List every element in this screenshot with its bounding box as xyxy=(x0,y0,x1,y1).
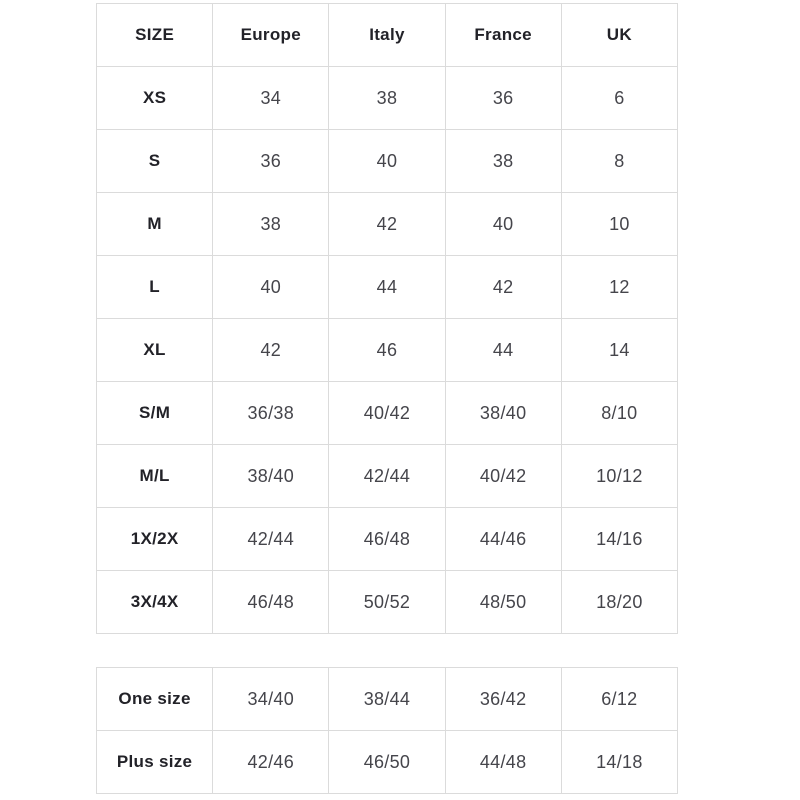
value-cell: 42/46 xyxy=(213,731,329,794)
size-label-cell: XS xyxy=(97,67,213,130)
column-header-uk: UK xyxy=(561,4,677,67)
size-table-header xyxy=(97,4,678,67)
value-cell: 40 xyxy=(445,193,561,256)
table-row xyxy=(97,731,678,794)
value-cell: 38 xyxy=(213,193,329,256)
value-cell: 40/42 xyxy=(329,382,445,445)
table-row xyxy=(97,256,678,319)
table-row xyxy=(97,382,678,445)
size-label-cell: Plus size xyxy=(97,731,213,794)
value-cell: 18/20 xyxy=(561,571,677,634)
table-row xyxy=(97,445,678,508)
header-row xyxy=(97,4,678,67)
size-label-cell: L xyxy=(97,256,213,319)
table-row xyxy=(97,130,678,193)
value-cell: 14 xyxy=(561,319,677,382)
size-label-cell: XL xyxy=(97,319,213,382)
value-cell: 8 xyxy=(561,130,677,193)
size-table-body xyxy=(97,67,678,634)
value-cell: 34 xyxy=(213,67,329,130)
size-label-cell: M xyxy=(97,193,213,256)
table-row xyxy=(97,67,678,130)
value-cell: 44/48 xyxy=(445,731,561,794)
special-sizes-table xyxy=(96,667,678,794)
value-cell: 10/12 xyxy=(561,445,677,508)
column-header-size: SIZE xyxy=(97,4,213,67)
value-cell: 40 xyxy=(213,256,329,319)
column-header-france: France xyxy=(445,4,561,67)
value-cell: 46/48 xyxy=(329,508,445,571)
value-cell: 40/42 xyxy=(445,445,561,508)
size-label-cell: M/L xyxy=(97,445,213,508)
table-row xyxy=(97,571,678,634)
value-cell: 46/48 xyxy=(213,571,329,634)
size-conversion-table xyxy=(96,3,678,634)
table-row xyxy=(97,193,678,256)
size-label-cell: S xyxy=(97,130,213,193)
value-cell: 36 xyxy=(213,130,329,193)
value-cell: 38 xyxy=(445,130,561,193)
value-cell: 36/38 xyxy=(213,382,329,445)
size-label-cell: 3X/4X xyxy=(97,571,213,634)
value-cell: 42 xyxy=(445,256,561,319)
column-header-italy: Italy xyxy=(329,4,445,67)
value-cell: 38/40 xyxy=(445,382,561,445)
value-cell: 46 xyxy=(329,319,445,382)
value-cell: 40 xyxy=(329,130,445,193)
value-cell: 36 xyxy=(445,67,561,130)
value-cell: 14/18 xyxy=(561,731,677,794)
value-cell: 6/12 xyxy=(561,668,677,731)
column-header-europe: Europe xyxy=(213,4,329,67)
value-cell: 10 xyxy=(561,193,677,256)
value-cell: 44/46 xyxy=(445,508,561,571)
value-cell: 14/16 xyxy=(561,508,677,571)
value-cell: 42/44 xyxy=(213,508,329,571)
table-row xyxy=(97,319,678,382)
value-cell: 12 xyxy=(561,256,677,319)
value-cell: 42 xyxy=(329,193,445,256)
value-cell: 50/52 xyxy=(329,571,445,634)
size-charts-container xyxy=(96,3,678,794)
special-sizes-table-body xyxy=(97,668,678,794)
size-label-cell: 1X/2X xyxy=(97,508,213,571)
table-row xyxy=(97,668,678,731)
value-cell: 8/10 xyxy=(561,382,677,445)
value-cell: 34/40 xyxy=(213,668,329,731)
size-label-cell: One size xyxy=(97,668,213,731)
value-cell: 38/40 xyxy=(213,445,329,508)
value-cell: 36/42 xyxy=(445,668,561,731)
value-cell: 42 xyxy=(213,319,329,382)
value-cell: 38/44 xyxy=(329,668,445,731)
table-row xyxy=(97,508,678,571)
value-cell: 44 xyxy=(329,256,445,319)
value-cell: 38 xyxy=(329,67,445,130)
value-cell: 42/44 xyxy=(329,445,445,508)
value-cell: 46/50 xyxy=(329,731,445,794)
size-label-cell: S/M xyxy=(97,382,213,445)
value-cell: 6 xyxy=(561,67,677,130)
tables-gap-spacer xyxy=(96,634,678,667)
value-cell: 48/50 xyxy=(445,571,561,634)
value-cell: 44 xyxy=(445,319,561,382)
